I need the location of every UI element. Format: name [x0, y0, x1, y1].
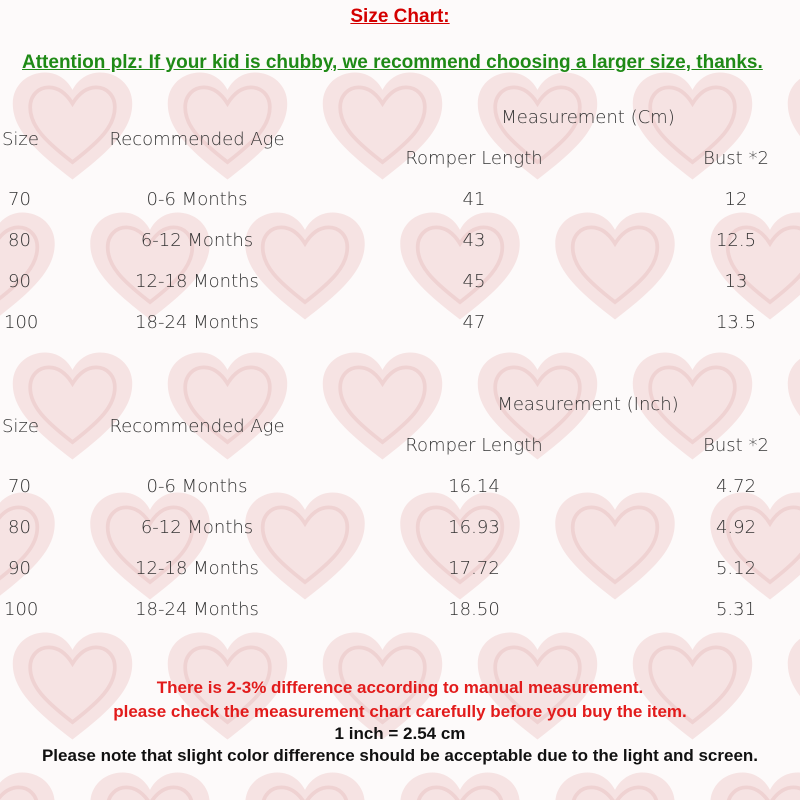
measurement-label: Measurement (Inch) [497, 394, 679, 415]
cell-bust: 4.72 [715, 476, 757, 497]
header-age: Recommended Age [109, 416, 285, 437]
note-conversion: 1 inch = 2.54 cm [334, 724, 466, 743]
cell-length: 41 [462, 189, 486, 210]
cell-size: 80 [8, 517, 31, 538]
cell-bust: 4.92 [715, 517, 757, 538]
cell-size: 90 [8, 558, 31, 579]
note-difference: There is 2-3% difference according to manual measurement. [156, 678, 644, 697]
note-color: Please note that slight color difference should be acceptable due to the light and screen. [41, 746, 759, 765]
cell-length: 47 [462, 312, 486, 333]
cell-bust: 13.5 [715, 312, 757, 333]
cell-size: 80 [8, 230, 31, 251]
cell-age: 6-12 Months [140, 230, 254, 251]
cell-size: 100 [4, 599, 39, 620]
cell-size: 100 [4, 312, 39, 333]
cell-age: 0-6 Months [146, 189, 248, 210]
cell-length: 45 [462, 271, 486, 292]
cell-bust: 13 [724, 271, 748, 292]
cell-size: 70 [8, 189, 31, 210]
cell-bust: 5.12 [715, 558, 757, 579]
header-length: Romper Length [405, 435, 543, 456]
attention-notice: Attention plz: If your kid is chubby, we recommend choosing a larger size, thanks. [22, 52, 763, 73]
cell-size: 90 [8, 271, 31, 292]
cell-age: 12-18 Months [135, 271, 259, 292]
page-title: Size Chart: [350, 6, 450, 27]
cell-bust: 5.31 [715, 599, 757, 620]
cell-bust: 12.5 [715, 230, 757, 251]
cell-length: 18.50 [448, 599, 500, 620]
note-check: please check the measurement chart carefully before you buy the item. [113, 702, 687, 721]
cell-age: 0-6 Months [146, 476, 248, 497]
header-bust: Bust *2 [703, 148, 769, 169]
cell-bust: 12 [724, 189, 748, 210]
cell-age: 6-12 Months [140, 517, 254, 538]
measurement-label: Measurement (Cm) [501, 107, 675, 128]
cell-length: 16.14 [448, 476, 500, 497]
header-size: Size [2, 129, 39, 150]
header-length: Romper Length [405, 148, 543, 169]
cell-length: 43 [462, 230, 486, 251]
cell-length: 16.93 [448, 517, 500, 538]
header-age: Recommended Age [109, 129, 285, 150]
cell-age: 12-18 Months [135, 558, 259, 579]
cell-age: 18-24 Months [135, 599, 259, 620]
cell-size: 70 [8, 476, 31, 497]
header-bust: Bust *2 [703, 435, 769, 456]
cell-age: 18-24 Months [135, 312, 259, 333]
cell-length: 17.72 [448, 558, 500, 579]
header-size: Size [2, 416, 39, 437]
